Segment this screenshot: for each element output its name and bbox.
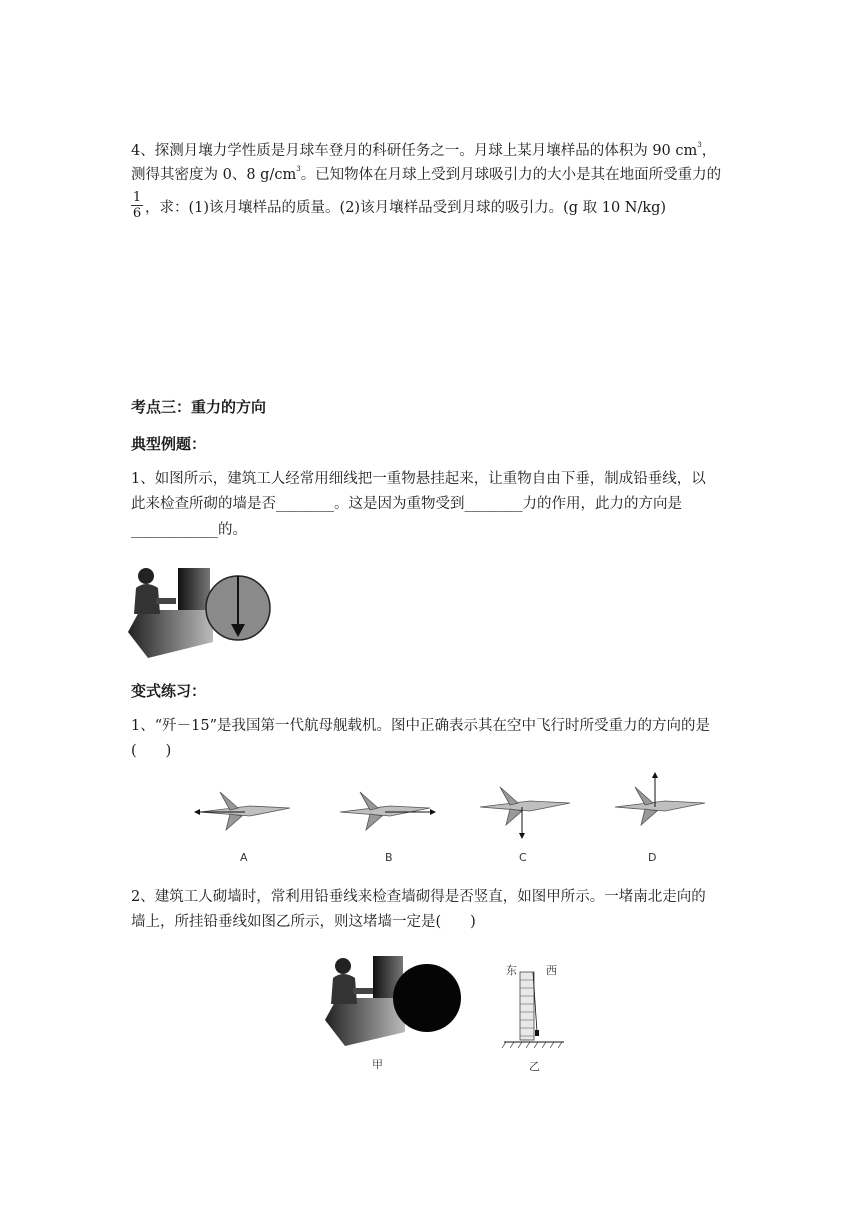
fraction-one-sixth: [131, 190, 143, 221]
q4-line2: 测得其密度为 0、8 $g/cm^3$。已知物体在月球上受到月球吸引力的大小是其在地面所受重力的: [131, 165, 722, 183]
p2-line2: 墙上，所挂铅垂线如图乙所示，则这堵墙一定是( ): [131, 914, 476, 930]
option-label-b: B: [385, 851, 393, 864]
fig-label-jia: 甲: [372, 1058, 383, 1071]
worker-figure-jia: [325, 952, 465, 1052]
p1-line1: 1、“歼－15”是我国第一代航母舰载机。图中正确表示其在空中飞行时所受重力的方向的是: [131, 718, 710, 734]
option-label-a: A: [240, 851, 248, 864]
jet-figure-c: [470, 775, 580, 845]
ex1-line1: 1、如图所示，建筑工人经常用细线把一重物悬挂起来，让重物自由下垂，制成铅垂线，以: [131, 471, 706, 487]
p2-line1: 2、建筑工人砌墙时，常利用铅垂线来检查墙砌得是否竖直，如图甲所示。一堵南北走向的: [131, 889, 706, 905]
example-heading: 典型例题：: [131, 435, 207, 453]
jet-figure-b: [330, 780, 440, 840]
option-label-c: C: [519, 851, 527, 864]
fraction-denominator: 6: [132, 206, 142, 221]
fig-label-yi: 乙: [529, 1060, 540, 1073]
dir-west-label: 西: [546, 964, 557, 977]
jet-figure-d: [605, 770, 715, 840]
p1-line2: ( ): [131, 743, 172, 759]
practice-heading: 变式练习：: [131, 682, 207, 700]
section-title: 考点三：重力的方向: [131, 398, 267, 416]
jet-figure-a: [190, 780, 300, 840]
option-label-d: D: [648, 851, 657, 864]
ex1-line3: ____________的。: [131, 522, 247, 538]
q4-line3: ，求：(1)该月壤样品的质量。(2)该月壤样品受到月球的吸引力。(g 取 10 N/kg): [145, 200, 667, 216]
ex1-line2: 此来检查所砌的墙是否________。这是因为重物受到________力的作用，此力的方向是: [131, 496, 682, 512]
q4-line1: 4、探测月壤力学性质是月球车登月的科研任务之一。月球上某月壤样品的体积为 90 $cm^3$，: [131, 141, 717, 159]
fraction-numerator: 1: [132, 190, 142, 205]
worker-plumb-figure: [128, 562, 273, 662]
dir-east-label: 东: [506, 964, 517, 977]
